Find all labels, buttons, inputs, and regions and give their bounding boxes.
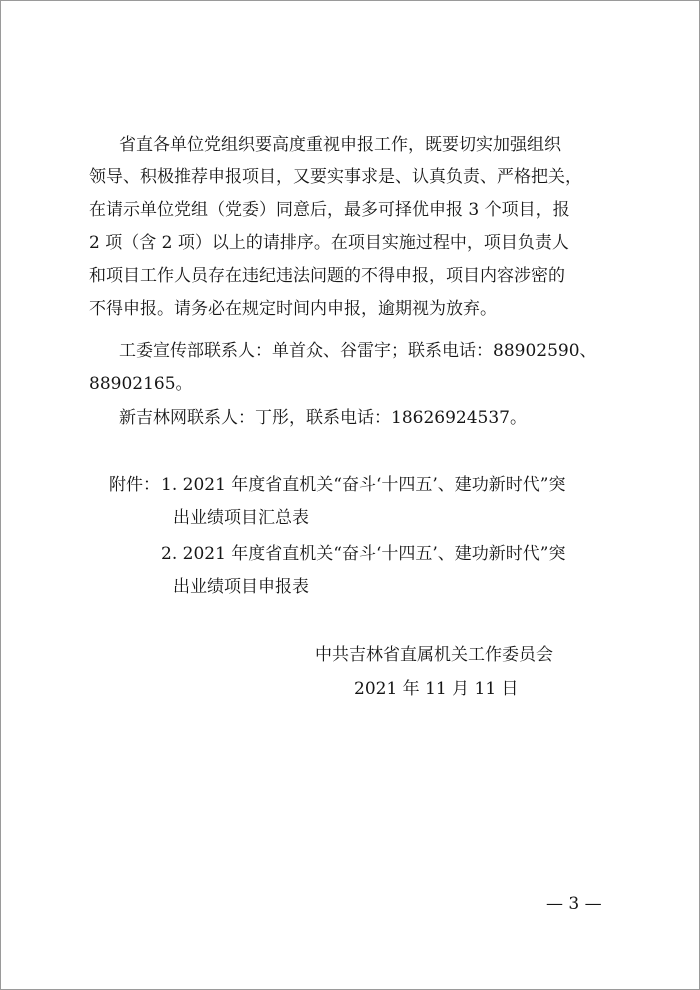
page-number: — 3 —	[546, 894, 602, 914]
body-line-1: 省直各单位党组织要高度重视申报工作，既要切实加强组织	[119, 135, 561, 155]
body-line-5: 和项目工作人员存在违纪违法问题的不得申报，项目内容涉密的	[89, 266, 565, 286]
body-line-3: 在请示单位党组（党委）同意后，最多可择优申报 3 个项目，报	[89, 200, 570, 220]
attachment-label: 附件：	[109, 475, 160, 495]
attachment-2-line-1: 2. 2021 年度省直机关“奋斗‘十四五’、建功新时代”突	[161, 544, 566, 564]
attachment-1-line-2: 出业绩项目汇总表	[173, 508, 309, 528]
attachment-1-line-1: 1. 2021 年度省直机关“奋斗‘十四五’、建功新时代”突	[161, 475, 566, 495]
contact-line-2: 88902165。	[89, 374, 193, 394]
body-line-2: 领导、积极推荐申报项目，又要实事求是、认真负责、严格把关，	[89, 167, 582, 187]
body-line-6: 不得申报。请务必在规定时间内申报，逾期视为放弃。	[89, 299, 497, 319]
issuer: 中共吉林省直属机关工作委员会	[315, 645, 553, 665]
issue-date: 2021 年 11 月 11 日	[354, 679, 519, 699]
contact-line-1: 工委宣传部联系人：单首众、谷雷宇；联系电话：88902590、	[119, 341, 597, 361]
body-line-4: 2 项（含 2 项）以上的请排序。在项目实施过程中，项目负责人	[89, 233, 569, 253]
attachment-2-line-2: 出业绩项目申报表	[173, 577, 309, 597]
contact-xinjilin: 新吉林网联系人：丁彤，联系电话：18626924537。	[119, 408, 527, 428]
